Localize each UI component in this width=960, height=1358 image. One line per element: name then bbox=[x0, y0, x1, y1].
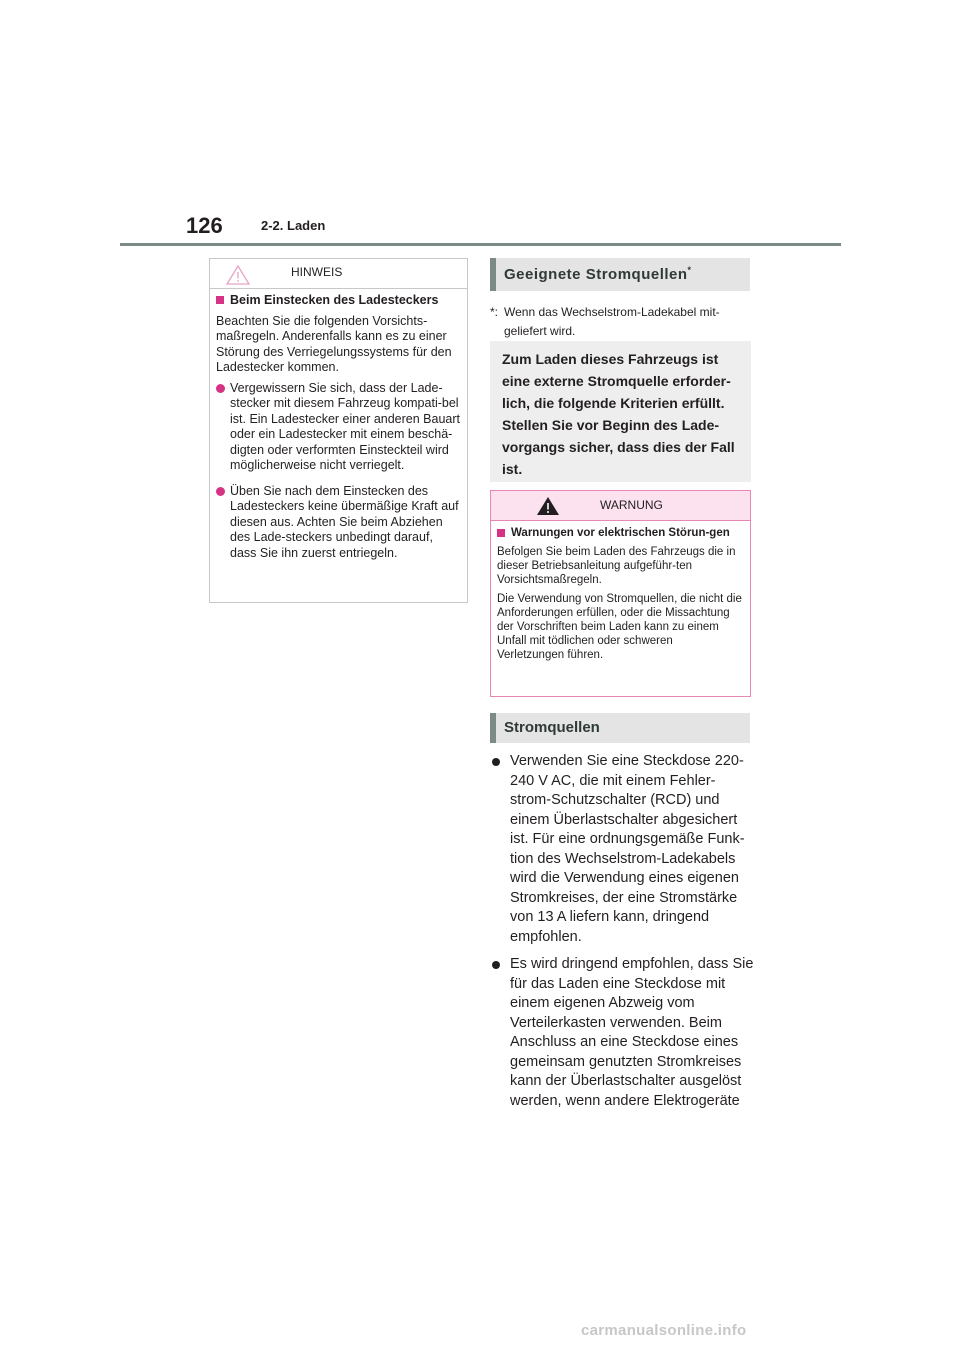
info-text: Zum Laden dieses Fahrzeugs ist eine externe Stromquelle erforder-lich, die folgende Kriterien erfüllt. Stellen Sie vor Beginn des Lade-vorgangs sicher, dass dies der Fall ist. bbox=[502, 351, 735, 477]
page-number: 126 bbox=[186, 213, 223, 238]
list-item: Es wird dringend empfohlen, dass Sie für das Laden eine Steckdose mit einem eigenen Abzweig vom Verteilerkasten verwenden. Beim Anschluss an eine Steckdose eines gemeinsam genutzten Stromkreises kann der Überlastschalter ausgelöst werden, wenn andere Elektrogeräte bbox=[490, 955, 755, 1111]
warnung-box bbox=[490, 490, 751, 697]
footnote-text: Wenn das Wechselstrom-Ladekabel mit-geliefert wird. bbox=[504, 305, 720, 338]
section-heading-geeignete-stromquellen bbox=[490, 258, 750, 291]
hinweis-box bbox=[209, 258, 468, 603]
hinweis-item: Vergewissern Sie sich, dass der Lade-stecker mit diesem Fahrzeug kompati-bel ist. Ein Ladestecker einer anderen Bauart oder ein Ladestecker mit einem beschä-digten oder verformten Einsteckteil wird möglicherweise nicht verriegelt. bbox=[216, 381, 462, 474]
footnote-mark: *: bbox=[490, 305, 499, 319]
square-bullet-icon bbox=[216, 296, 224, 304]
bullet-dot-icon bbox=[492, 961, 500, 969]
hinweis-header bbox=[210, 259, 467, 289]
warnung-body bbox=[497, 526, 743, 667]
header-rule bbox=[120, 243, 841, 246]
circle-bullet-icon bbox=[216, 487, 225, 496]
list-item: Verwenden Sie eine Steckdose 220-240 V AC, die mit einem Fehler-strom-Schutzschalter (RCD) und einem Überlastschalter abgesichert ist. Für eine ordnungsgemäße Funk-tion des Wechselstrom-Ladekabels wird die Verwendung eines eigenen Stromkreises, der eine Stromstärke von 13 A liefern kann, dringend empfohlen. bbox=[490, 752, 755, 947]
bullet-list bbox=[490, 752, 755, 1119]
warnung-paragraph: Befolgen Sie beim Laden des Fahrzeugs die in dieser Betriebsanleitung aufgeführ-ten Vorsichtsmaßregeln. bbox=[497, 546, 736, 586]
warning-triangle-icon bbox=[536, 496, 560, 521]
watermark: carmanualsonline.info bbox=[581, 1322, 747, 1339]
heading-accent-bar bbox=[490, 713, 496, 743]
hinweis-item: Üben Sie nach dem Einstecken des Ladesteckers keine übermäßige Kraft auf diesen aus. Achten Sie beim Abziehen des Lade-steckers unbedingt darauf, dass Sie ihn zuerst entriegeln. bbox=[216, 484, 462, 562]
warnung-label: WARNUNG bbox=[600, 498, 663, 512]
warnung-header bbox=[491, 491, 750, 521]
warnung-paragraph: Die Verwendung von Stromquellen, die nicht die Anforderungen erfüllen, oder die Missachtung der Vorschriften beim Laden kann zu einem Unfall mit tödlichen oder schweren Verletzungen führen. bbox=[497, 593, 742, 661]
hinweis-heading: Beim Einstecken des Ladesteckers bbox=[216, 293, 462, 309]
caution-triangle-icon bbox=[226, 265, 250, 290]
section-heading-text: Stromquellen bbox=[504, 719, 600, 736]
section-heading-stromquellen bbox=[490, 713, 750, 743]
bullet-dot-icon bbox=[492, 758, 500, 766]
section-heading-text: Geeignete Stromquellen* bbox=[504, 265, 692, 283]
info-box bbox=[490, 341, 751, 482]
square-bullet-icon bbox=[497, 529, 505, 537]
hinweis-label: HINWEIS bbox=[291, 265, 343, 279]
hinweis-intro: Beachten Sie die folgenden Vorsichts-maßregeln. Anderenfalls kann es zu einer Störung des Verriegelungssystems für den Ladestecker kommen. bbox=[216, 313, 452, 374]
section-title: 2-2. Laden bbox=[261, 218, 326, 233]
circle-bullet-icon bbox=[216, 384, 225, 393]
warnung-heading: Warnungen vor elektrischen Störun-gen bbox=[497, 526, 743, 540]
hinweis-body bbox=[216, 293, 462, 571]
heading-accent-bar bbox=[490, 258, 496, 291]
